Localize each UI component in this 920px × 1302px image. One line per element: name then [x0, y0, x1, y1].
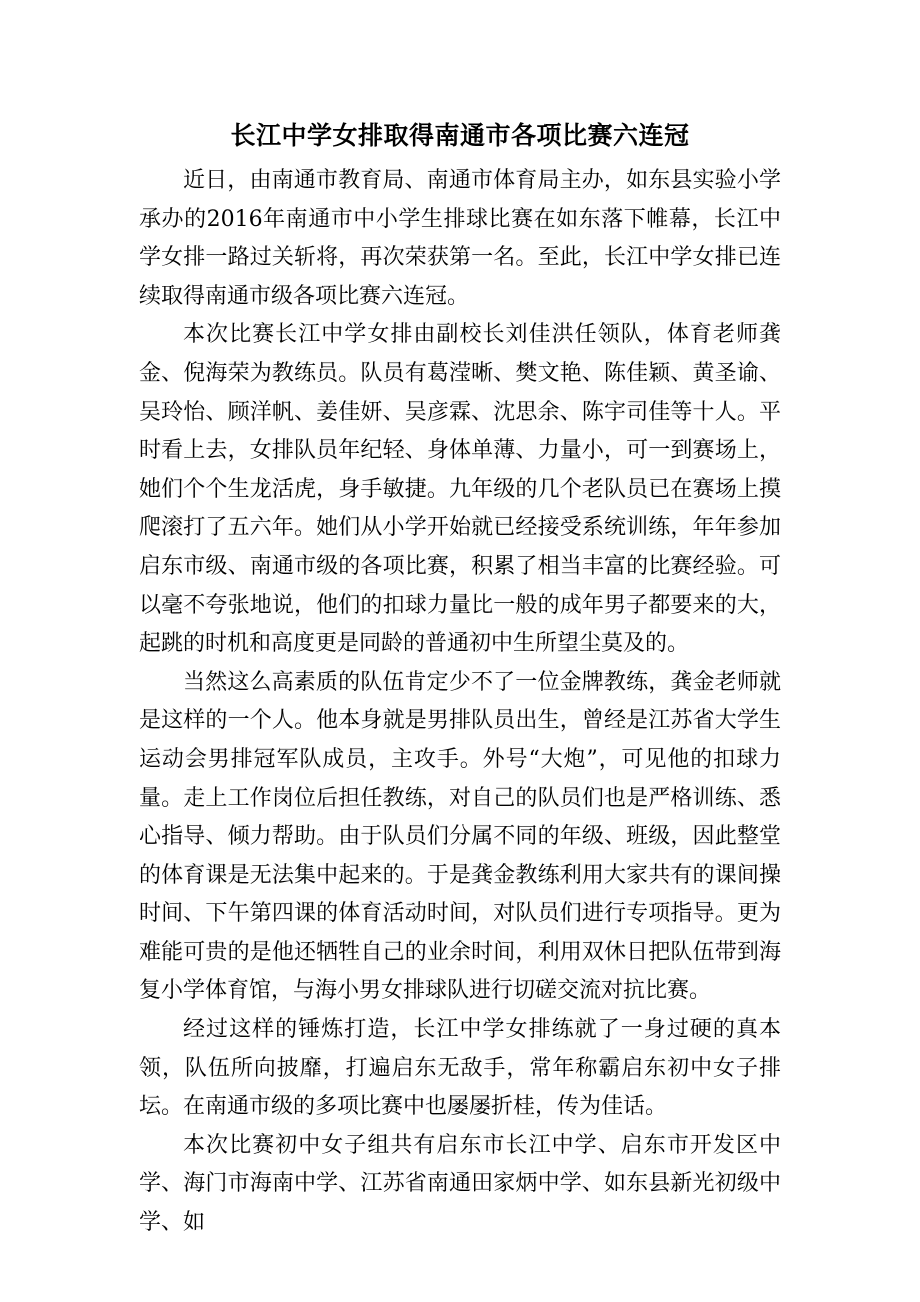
paragraph-4: 经过这样的锤炼打造，长江中学女排练就了一身过硬的真本领，队伍所向披靡，打遍启东无敌手，常年称霸启东初中女子排坛。在南通市级的多项比赛中也屡屡折桂，传为佳话。: [139, 1017, 781, 1120]
article-body: [139, 162, 781, 1243]
document-title: 长江中学女排取得南通市各项比赛六连冠: [230, 121, 690, 150]
paragraph-2: 本次比赛长江中学女排由副校长刘佳洪任领队，体育老师龚金、倪海荣为教练员。队员有葛滢晰、樊文艳、陈佳颖、黄圣谕、吴玲怡、顾洋帆、姜佳妍、吴彦霖、沈思余、陈宇司佳等十人。平时看上去，女排队员年纪轻、身体单薄、力量小，可一到赛场上，她们个个生龙活虎，身手敏捷。九年级的几个老队员已在赛场上摸爬滚打了五六年。她们从小学开始就已经接受系统训练，年年参加启东市级、南通市级的各项比赛，积累了相当丰富的比赛经验。可以毫不夸张地说，他们的扣球力量比一般的成年男子都要来的大，起跳的时机和高度更是同龄的普通初中生所望尘莫及的。: [139, 322, 781, 657]
paragraph-3: 当然这么高素质的队伍肯定少不了一位金牌教练，龚金老师就是这样的一个人。他本身就是男排队员出生，曾经是江苏省大学生运动会男排冠军队成员，主攻手。外号“大炮”，可见他的扣球力量。走上工作岗位后担任教练，对自己的队员们也是严格训练、悉心指导、倾力帮助。由于队员们分属不同的年级、班级，因此整堂的体育课是无法集中起来的。于是龚金教练利用大家共有的课间操时间、下午第四课的体育活动时间，对队员们进行专项指导。更为难能可贵的是他还牺牲自己的业余时间，利用双休日把队伍带到海复小学体育馆，与海小男女排球队进行切磋交流对抗比赛。: [139, 669, 781, 1004]
paragraph-1: 近日，由南通市教育局、南通市体育局主办，如东县实验小学承办的2016年南通市中小学生排球比赛在如东落下帷幕，长江中学女排一路过关斩将，再次荣获第一名。至此，长江中学女排已连续取得南通市级各项比赛六连冠。: [139, 168, 781, 309]
paragraph-5: 本次比赛初中女子组共有启东市长江中学、启东市开发区中学、海门市海南中学、江苏省南通田家炳中学、如东县新光初级中学、如: [139, 1132, 781, 1236]
